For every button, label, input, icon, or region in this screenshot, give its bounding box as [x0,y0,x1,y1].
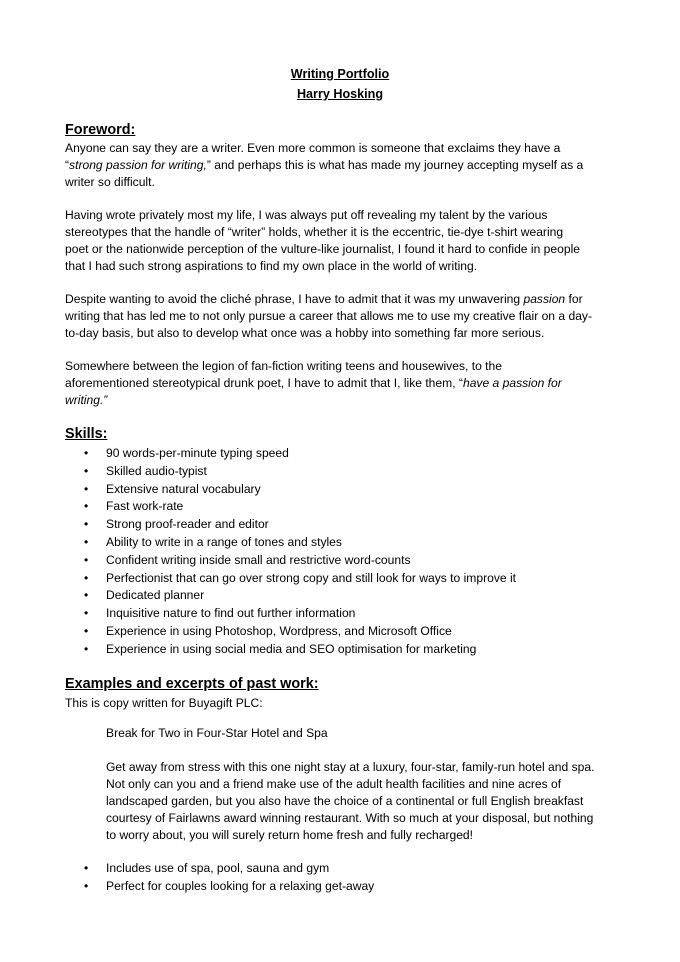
copy-title [106,725,328,742]
foreword-paragraph-2 [65,207,620,275]
bullet-icon: • [84,481,89,496]
bullet-icon: • [84,606,89,621]
list-item-text: Includes use of spa, pool, sauna and gym [106,861,330,875]
bullet-icon: • [84,570,89,585]
bullet-icon: • [84,878,89,893]
text-line: to worry about, you will surely return home fresh and fully recharged! [106,828,474,842]
text-line: landscaped garden, but you also have the choice of a continental or full English breakfast [106,794,584,808]
text-line: Not only can you and a friend make use of the adult health facilities and nine acres of [106,777,562,791]
italic-text: have a passion for [462,376,562,390]
list-item-text: Dedicated planner [106,588,205,603]
list-item [65,552,516,570]
copy-bullet-list [65,860,374,896]
italic-text: passion [523,292,566,306]
list-item-text: Perfect for couples looking for a relaxing get-away [106,878,375,893]
italic-text: writing.” [65,393,108,407]
skills-list [65,445,516,659]
text-run: Despite wanting to avoid the cliché phrase, I have to admit that it was my unwavering [65,292,524,306]
examples-intro [65,695,620,712]
list-item [65,516,516,534]
text-line [65,157,620,174]
copy-body [106,759,594,844]
text-line [65,392,620,409]
bullet-icon: • [84,623,89,638]
list-item-text: Ability to write in a range of tones and styles [106,534,342,549]
list-item [65,878,374,896]
list-item-text: 90 words-per-minute typing speed [106,446,289,460]
text-line: writer so difficult. [65,175,155,189]
text-line [65,375,620,392]
list-item [65,463,516,481]
document-title: Writing Portfolio [290,67,390,81]
bullet-icon: • [84,499,89,514]
bullet-icon: • [84,446,89,460]
list-item-text: Extensive natural vocabulary [106,481,261,496]
list-item [65,445,516,463]
text-line: Get away from stress with this one night stay at a luxury, four-star, family-run hotel and spa. [106,760,595,774]
text-run: ” and perhaps this is what has made my journey accepting myself as a [206,158,584,172]
text-line: Anyone can say they are a writer. Even more common is someone that exclaims they have a [65,141,561,155]
foreword-paragraph-4 [65,358,620,409]
list-item [65,587,516,605]
skills-heading: Skills: [65,426,108,442]
list-item [65,605,516,623]
list-item-text: Perfectionist that can go over strong copy and still look for ways to improve it [106,570,517,585]
list-item [65,860,374,878]
list-item-text: Fast work-rate [106,499,184,514]
foreword-paragraph-1 [65,140,620,191]
bullet-icon: • [84,641,89,656]
bullet-icon: • [84,552,89,567]
text-line: to-day basis, but also to develop what once was a hobby into something far more serious. [65,326,545,340]
bullet-icon: • [84,588,89,603]
foreword-paragraph-3 [65,291,620,342]
list-item [65,481,516,499]
list-item [65,498,516,516]
list-item-text: Experience in using social media and SEO optimisation for marketing [106,641,477,656]
text-run: aforementioned stereotypical drunk poet, I have to admit that I, like them, “ [65,376,463,390]
bullet-icon: • [84,517,89,532]
author-name: Harry Hosking [296,87,384,101]
bullet-icon: • [84,463,89,478]
text-line [65,291,620,308]
text-line: This is copy written for Buyagift PLC: [65,696,263,710]
foreword-heading: Foreword: [65,122,136,138]
text-line: stereotypes that the handle of “writer” holds, whether it is the eccentric, tie-dye t-shirt wearing [65,225,564,239]
list-item [65,570,516,588]
text-line: that I had such strong aspirations to find my own place in the world of writing. [65,259,478,273]
text-line: courtesy of Fairlawns award winning restaurant. With so much at your disposal, but nothing [106,811,594,825]
text-run: for [565,292,583,306]
italic-text: strong passion for writing, [69,158,207,172]
text-line: Break for Two in Four-Star Hotel and Spa [106,726,328,740]
list-item-text: Inquisitive nature to find out further information [106,606,356,621]
bullet-icon: • [84,861,89,875]
list-item [65,534,516,552]
text-line: Somewhere between the legion of fan-fiction writing teens and housewives, to the [65,359,502,373]
examples-heading: Examples and excerpts of past work: [65,676,319,692]
list-item-text: Skilled audio-typist [106,463,207,478]
list-item-text: Experience in using Photoshop, Wordpress, and Microsoft Office [106,623,452,638]
text-line: writing that has led me to not only pursue a career that allows me to use my creative flair on a day- [65,309,593,323]
list-item [65,641,516,659]
list-item-text: Confident writing inside small and restrictive word-counts [106,552,411,567]
bullet-icon: • [84,534,89,549]
text-run: “ [65,158,70,172]
list-item [65,623,516,641]
list-item-text: Strong proof-reader and editor [106,517,269,532]
text-line: Having wrote privately most my life, I was always put off revealing my talent by the various [65,208,548,222]
text-line: poet or the nationwide perception of the vulture-like journalist, I found it hard to confide in people [65,242,580,256]
